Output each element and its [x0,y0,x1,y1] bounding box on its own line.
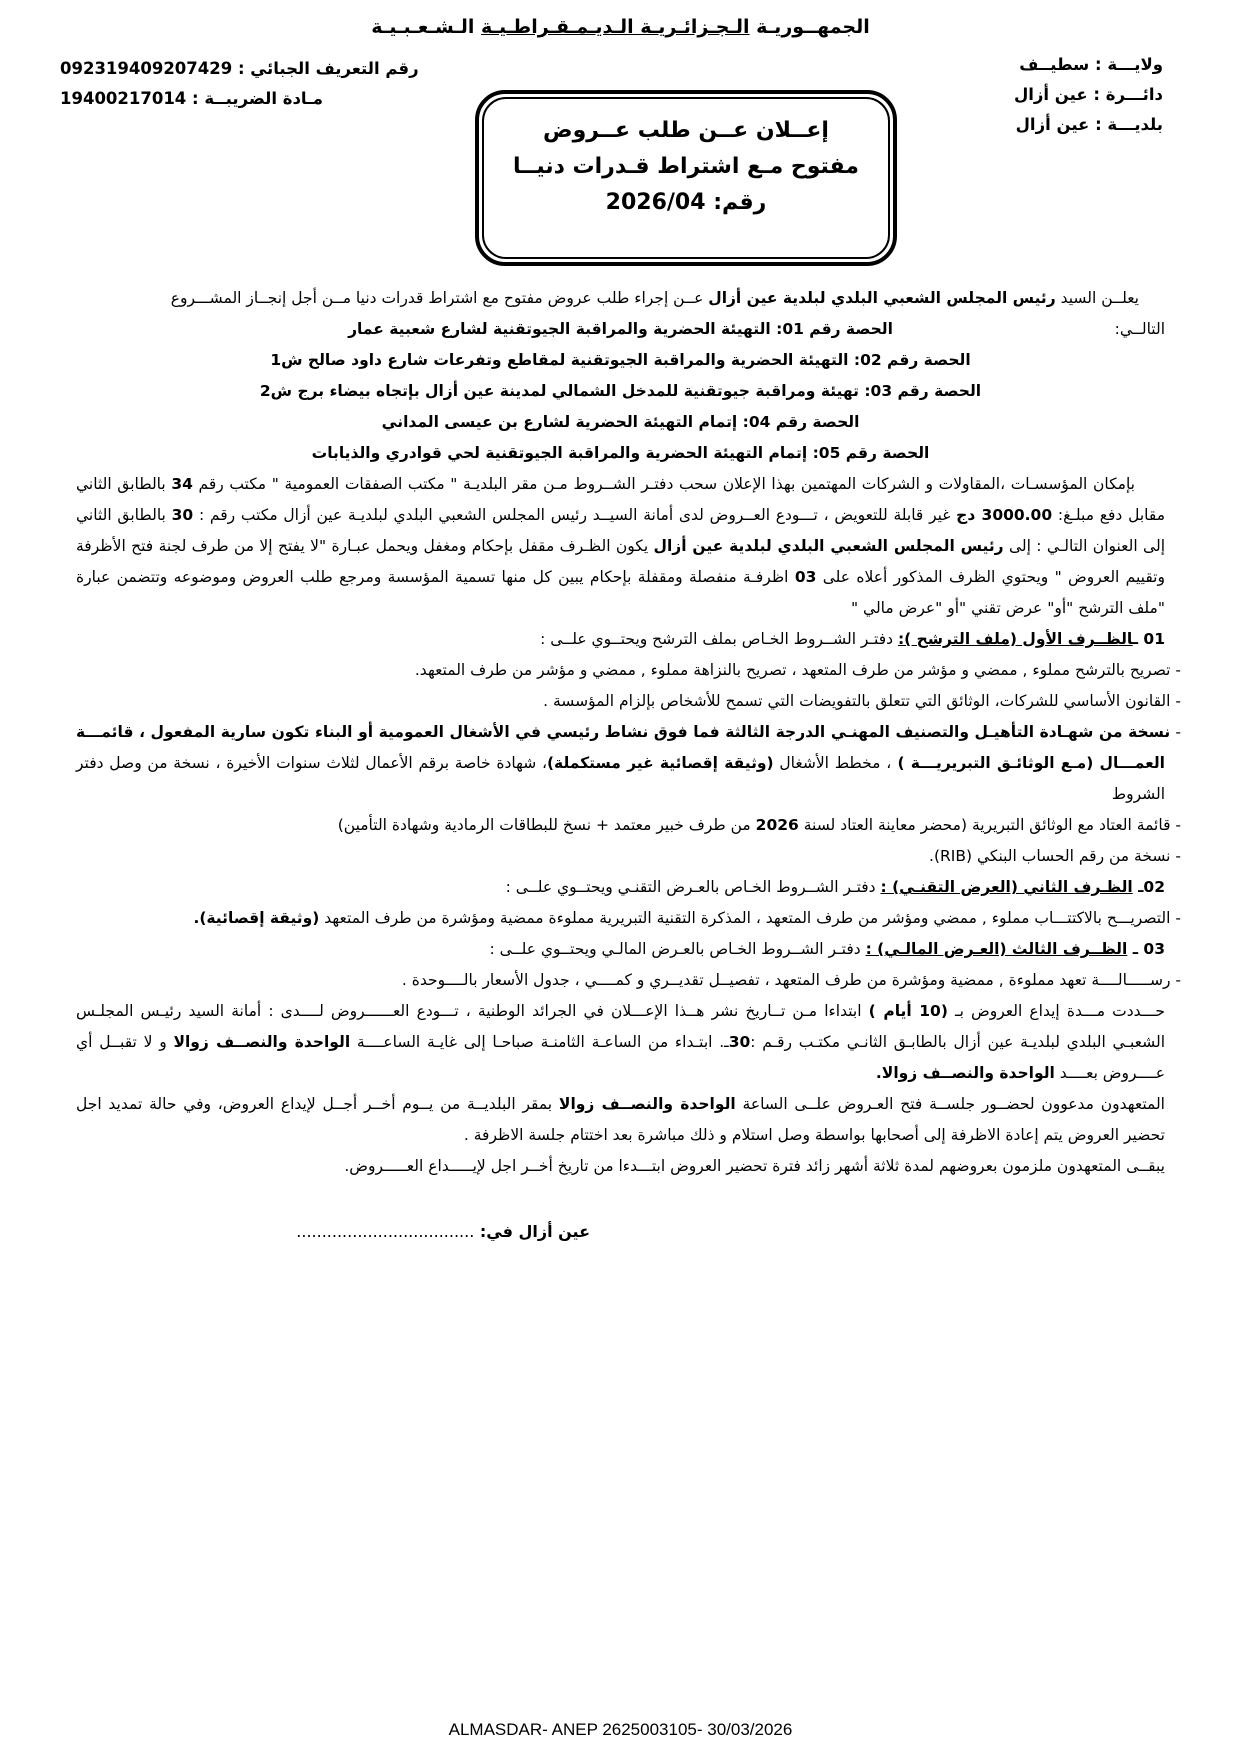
envelope-1-bullet-3: - نسخة من شهـادة التأهيـل والتصنيف المهنـي الدرجة الثالثة فما فوق نشاط رئيسي في الأشغال العمومية أو البناء تكون سارية المفعول ، قائمـــة العمـــال (مـع الوثائـق التبريريـــة ) ، مخطط الأشغال (وثيقة إقصائية غير مستكملة)، شهادة خاصة برقم الأعمال لثلاث سنوات الأخيرة ، نسخة من وصل دفتر الشروط [76,723,1181,803]
lot-5-line: الحصة رقم 05: إتمام التهيئة الحضرية والمراقبة الجيوتقنية لحي قوادري والذيابات [311,444,930,462]
notice-title-box [475,90,897,266]
signature-place-date-line: عين أزال في: ................................... [296,1222,590,1241]
wilaya-line: ولايـــة : سطيــف [1019,55,1163,74]
envelope-1-bullet-5: - نسخة من رقم الحساب البنكي (RIB). [929,847,1181,865]
document-body [76,283,1181,1247]
tax-id-line: رقم التعريف الجبائي : 092319409207429 [60,59,419,78]
header-authority-block [1014,50,1163,140]
footer-anep-reference: ALMASDAR- ANEP 2625003105- 30/03/2026 [448,1720,793,1739]
envelope-1-bullet-4: - قائمة العتاد مع الوثائق التبريرية (محضر معاينة العتاد لسنة 2026 من طرف خبير معتمد + نسخ للبطاقات الرمادية وشهادة التأمين) [337,816,1181,834]
lot-1-line: الحصة رقم 01: التهيئة الحضرية والمراقبة الجيوتقنية لشارع شعبية عمار [348,320,893,338]
validity-paragraph: يبقــى المتعهدون ملزمون بعروضهم لمدة ثلاثة أشهر زائد فترة تحضير العروض ابتـــدءا من تاريخ أخــر اجل لإيـــــداع العـــــروض. [344,1157,1165,1175]
tax-article-line: مـادة الضريبــة : 19400217014 [60,89,323,108]
lot-2-line: الحصة رقم 02: التهيئة الحضرية والمراقبة الجيوتقنية لمقاطع وتفرعات شارع داود صالح ش1 [270,351,971,369]
withdrawal-paragraph: بإمكان المؤسسـات ،المقاولات و الشركات المهتمين بهذا الإعلان سحب دفتـر الشــروط مـن مقر البلديـة " مكتب الصفقات العمومية " مكتب رقم 34 بالطابق الثاني مقابل دفع مبلـغ: 3000.00 دج غير قابلة للتعويض ، تـــودع العــروض لدى أمانة السيــد رئيس المجلس الشعبي البلدي لبلديـة عين أزال مكتب رقم : 30 بالطابق الثاني إلى العنوان التالـي : إلى رئيس المجلس الشعبي البلدي لبلدية عين أزال يكون الظـرف مقفل بإحكام ومغفل ويحمل عبـارة "لا يفتح إلا من طرف لجنة فتح الأظرفة وتقييم العروض " ويحتوي الظرف المذكور أعلاه على 03 اظرفـة منفصلة ومقفلة بإحكام يبين كل منها تسمية المؤسسة ومرجع طلب العروض وموضوعه وتتضمن عبارة "ملف الترشح "أو" عرض تقني "أو "عرض مالي " [76,475,1165,617]
notice-title-line2: مفتوح مـع اشتراط قـدرات دنيــا [513,154,859,179]
opening-session-paragraph: المتعهدون مدعوون لحضــور جلســة فتح العـروض علــى الساعة الواحدة والنصــف زوالا بمقر البلديــة من يــوم أخــر أجــل لإيداع العروض، وفي حالة تمديد اجل تحضير العروض يتم إعادة الاظرفة إلى أصحابها بواسطة وصل استلام و ذلك مباشرة بعد اختتام جلسة الاظرفة . [76,1095,1165,1144]
envelope-1-bullet-1: - تصريح بالترشح مملوء , ممضي و مؤشر من طرف المتعهد ، تصريح بالنزاهة مملوء , ممضي و مؤشر من طرف المتعهد. [414,661,1181,679]
intro-paragraph: يعلــن السيد رئيس المجلس الشعبي البلدي لبلدية عين أزال عــن إجراء طلب عروض مفتوح مع اشتراط قدرات دنيا مــن أجل إنجــاز المشـــروع [170,289,1139,307]
following-label: التالــي: [1114,320,1165,338]
daira-line: دائـــرة : عين أزال [1013,85,1163,104]
notice-title-box-inner [482,97,890,259]
envelope-3-heading: 03 ـ الظــرف الثالث (العـرض المالـي) : دفتـر الشــروط الخـاص بالعـرض المالـي ويحتــوي علــى : [489,940,1165,958]
republic-title: الجمهــوريـة الـجـزائـريـة الـديـمـقـراطـيـة الـشـعـبـيـة [371,16,870,38]
notice-title-line1: إعــلان عــن طلب عــروض [543,118,829,143]
notice-title-line3: رقم: 2026/04 [605,190,767,215]
envelope-2-heading: 02ـ الظـرف الثاني (العرض التقنـي) : دفتـر الشــروط الخـاص بالعـرض التقنـي ويحتــوي علــى : [505,878,1165,896]
envelope-1-bullet-2: - القانون الأساسي للشركات، الوثائق التي تتعلق بالتفويضات التي تسمح للأشخاص بإلزام المؤسسة . [543,692,1181,710]
envelope-3-bullet-1: - رســـــالــــة تعهد مملوءة , ممضية ومؤشرة من طرف المتعهد ، تفصيــل تقديــري و كمــــي ، جدول الأسعار بالــــوحدة . [401,971,1181,989]
lot-4-line: الحصة رقم 04: إتمام التهيئة الحضرية لشارع بن عيسى المداني [381,413,860,431]
lot-1-row [76,314,1165,345]
header-tax-block [60,54,419,114]
envelope-1-heading: 01 ـالظــرف الأول (ملف الترشح ): دفتـر الشــروط الخـاص بملف الترشح ويحتــوي علــى : [540,630,1165,648]
lot-3-line: الحصة رقم 03: تهيئة ومراقبة جيوتقنية للمدخل الشمالي لمدينة عين أزال بإتجاه بيضاء برج ش2 [259,382,982,400]
commune-line: بلديـــة : عين أزال [1015,115,1163,134]
deadline-paragraph: حـــددت مـــدة إيداع العروض بـ (10 أيام ) ابتداءا مـن تــاريخ نشر هــذا الإعـــلان في الجرائد الوطنية ، تـــودع العــــــروض لــــدى : أمانة السيد رئيـس المجلـس الشعبـي البلدي لبلديـة عين أزال بالطابـق الثانـي مكتـب رقـم :30ـ. ابتـداء من الساعـة الثامنـة صباحـا إلى غايـة الساعــــة الواحدة والنصــف زوالا و لا تقبــل أي عــــروض بعــــد الواحدة والنصــف زوالا. [76,1002,1165,1082]
envelope-2-bullet-1: - التصريـــح بالاكتتـــاب مملوء , ممضي ومؤشر من طرف المتعهد ، المذكرة التقنية التبريرية مملوءة ممضية ومؤشرة من طرف المتعهد (وثيقة إقصائية). [193,909,1181,927]
